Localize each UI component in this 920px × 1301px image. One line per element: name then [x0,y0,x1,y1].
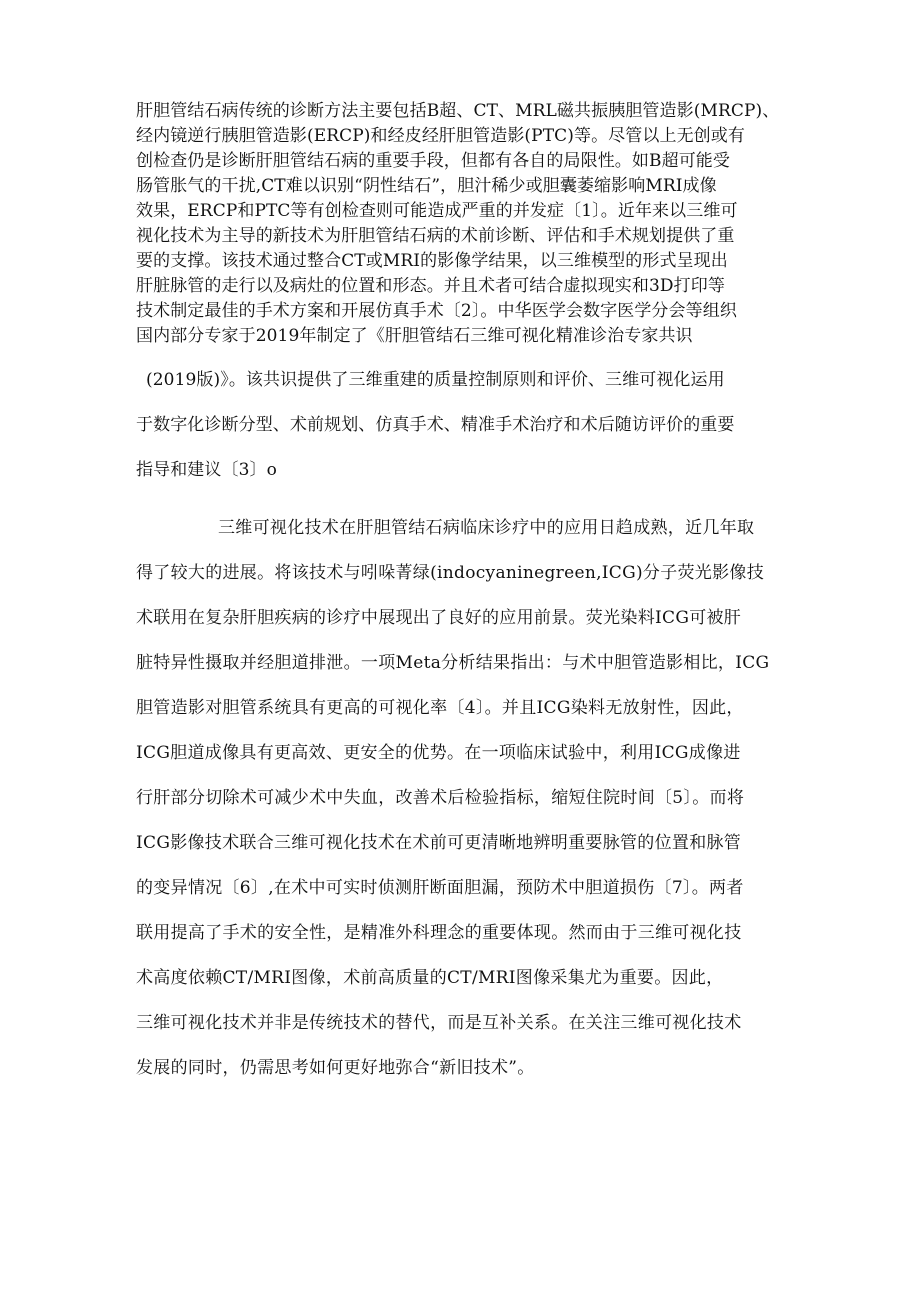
paragraph-line: 肝胆管结石病传统的诊断方法主要包括B超、CT、MRL磁共振胰胆管造影(MRCP)、 [136,101,780,121]
paragraph-line: 创检查仍是诊断肝胆管结石病的重要手段，但都有各自的局限性。如B超可能受 [136,151,730,171]
paragraph-line: (2019版)》。该共识提供了三维重建的质量控制原则和评价、三维可视化运用 [146,370,725,390]
paragraph-line: ICG胆道成像具有更高效、更安全的优势。在一项临床试验中，利用ICG成像进 [136,743,741,763]
paragraph-line: 肝脏脉管的走行以及病灶的位置和形态。并且术者可结合虚拟现实和3D打印等 [136,276,725,296]
paragraph-line: 指导和建议〔3〕o [136,460,277,480]
paragraph-line: 的变异情况〔6〕,在术中可实时侦测肝断面胆漏，预防术中胆道损伤〔7〕。两者 [136,878,744,898]
paragraph-line: 于数字化诊断分型、术前规划、仿真手术、精准手术治疗和术后随访评价的重要 [136,415,735,435]
paragraph-line: 三维可视化技术在肝胆管结石病临床诊疗中的应用日趋成熟，近几年取 [218,518,755,538]
paragraph-line: 经内镜逆行胰胆管造影(ERCP)和经皮经肝胆管造影(PTC)等。尽管以上无创或有 [136,126,745,146]
paragraph-line: 国内部分专家于2019年制定了《肝胆管结石三维可视化精准诊治专家共识 [136,326,693,346]
paragraph-line: 技术制定最佳的手术方案和开展仿真手术〔2〕。中华医学会数字医学分会等组织 [136,301,737,321]
paragraph-line: 效果，ERCP和PTC等有创检查则可能造成严重的并发症〔1〕。近年来以三维可 [136,201,738,221]
paragraph-line: 要的支撑。该技术通过整合CT或MRI的影像学结果，以三维模型的形式呈现出 [136,251,728,271]
paragraph-line: 发展的同时，仍需思考如何更好地弥合“新旧技术”。 [136,1058,535,1078]
paragraph-line: ICG影像技术联合三维可视化技术在术前可更清晰地辨明重要脉管的位置和脉管 [136,833,742,853]
paragraph-line: 联用提高了手术的安全性，是精准外科理念的重要体现。然而由于三维可视化技 [136,923,742,943]
paragraph-line: 三维可视化技术并非是传统技术的替代，而是互补关系。在关注三维可视化技术 [136,1013,742,1033]
paragraph-line: 术联用在复杂肝胆疾病的诊疗中展现出了良好的应用前景。荧光染料ICG可被肝 [136,608,742,628]
paragraph-line: 肠管胀气的干扰,CT难以识别“阴性结石”，胆汁稀少或胆囊萎缩影响MRI成像 [136,176,717,196]
paragraph-line: 脏特异性摄取并经胆道排泄。一项Meta分析结果指出：与术中胆管造影相比，ICG [136,653,770,673]
paragraph-line: 术高度依赖CT/MRI图像，术前高质量的CT/MRI图像采集尤为重要。因此， [136,968,724,988]
paragraph-line: 得了较大的进展。将该技术与吲哚菁绿(indocyaninegreen,ICG)分子荧光影像技 [136,563,765,583]
paragraph-line: 胆管造影对胆管系统具有更高的可视化率〔4〕。并且ICG染料无放射性，因此， [136,698,744,718]
paragraph-line: 视化技术为主导的新技术为肝胆管结石病的术前诊断、评估和手术规划提供了重 [136,226,735,246]
paragraph-line: 行肝部分切除术可减少术中失血，改善术后检验指标，缩短住院时间〔5〕。而将 [136,788,745,808]
